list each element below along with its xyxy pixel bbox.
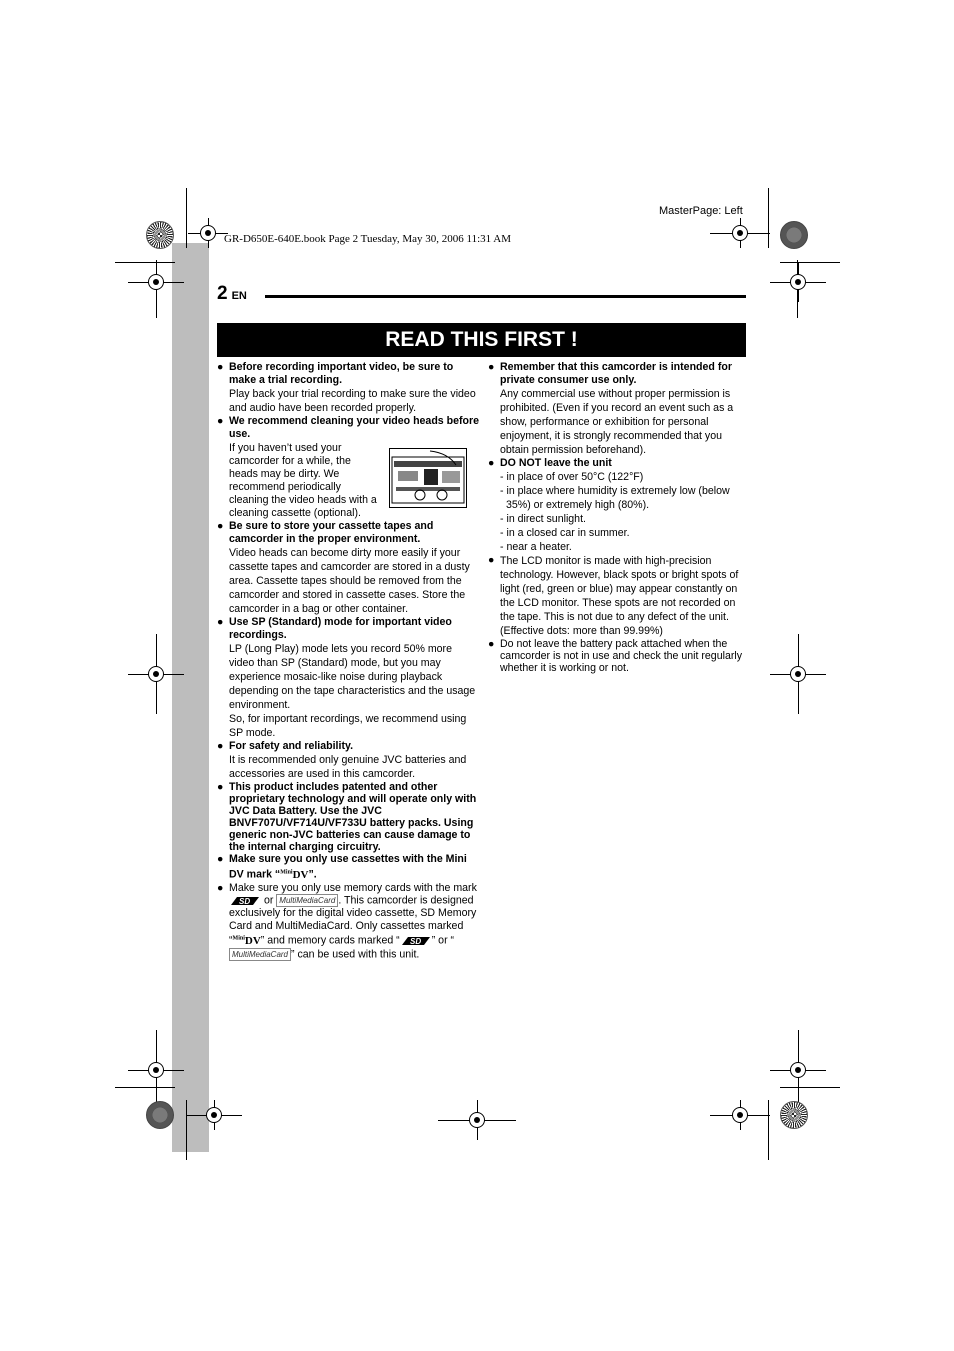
dash-line: - in place of over 50°C (122°F)	[500, 471, 644, 483]
bullet: ●	[217, 415, 224, 427]
list-item	[217, 781, 479, 853]
list-item	[217, 520, 479, 616]
item-title: DO NOT leave the unit	[500, 457, 612, 469]
item-title: Be sure to store your cassette tapes and camcorder in the proper environment.	[229, 520, 434, 545]
sd-logo-icon	[229, 895, 261, 907]
registration-mark	[188, 218, 228, 248]
header-rule	[265, 295, 746, 298]
item-body: LP (Long Play) mode lets you record 50% more video than SP (Standard) mode, but you may experience mosaic-like noise during playback depending on the tape characteristics and the usage environment.	[229, 643, 476, 711]
list-item	[217, 361, 479, 415]
item-title: Remember that this camcorder is intended for private consumer use only.	[500, 361, 732, 386]
item-body: It is recommended only genuine JVC batteries and accessories are used in this camcorder.	[229, 754, 467, 780]
color-target-mark	[146, 221, 174, 249]
bullet: ●	[217, 853, 224, 865]
svg-text:SD: SD	[409, 937, 421, 947]
item-title: This product includes patented and other proprietary technology and will operate only with JVC Data Battery. Use the JVC BNVF707U/VF714U/VF733U battery packs. Using generic non-JVC batteries can cause damage to the internal charging circuitry.	[229, 781, 477, 853]
item-body: The LCD monitor is made with high-precision technology. However, black spots or bright spots of light (red, green or blue) may appear constantly on the LCD monitor. These spots are not recorded on the tape. This is not due to any defect of the unit. (Effective dots: more than 99.99%)	[500, 555, 739, 637]
color-target-mark	[780, 1101, 808, 1129]
bullet: ●	[488, 554, 495, 566]
bullet: ●	[217, 781, 224, 793]
item-body: Video heads can become dirty more easily if your cassette tapes and camcorder are stored in a dusty area. Cassette tapes should be removed from the camcorder and stored in cassette cases. Store the camcorder in a bag or other container.	[229, 547, 470, 615]
minidv-logo-icon: $^{Mini}$DV	[232, 935, 261, 948]
bullet: ●	[217, 740, 224, 752]
bullet: ●	[217, 616, 224, 628]
color-target-mark	[780, 221, 808, 249]
language-code: EN	[231, 290, 247, 302]
registration-mark	[128, 262, 184, 302]
dash-line: - in direct sunlight.	[500, 513, 586, 525]
crop-line	[186, 188, 187, 248]
bullet: ●	[217, 881, 224, 894]
item-title: We recommend cleaning your video heads before use.	[229, 415, 480, 440]
master-page-label: MasterPage: Left	[659, 205, 743, 217]
multimediacard-logo-icon: MultiMediaCard	[276, 894, 338, 907]
item-body: Do not leave the battery pack attached when the camcorder is not in use and check the unit regularly whether it is working or not.	[500, 638, 743, 674]
list-item	[217, 616, 479, 740]
registration-mark	[710, 1100, 770, 1130]
item-title	[229, 853, 479, 882]
dash-line: - in place where humidity is extremely low (below 35%) or extremely high (80%).	[500, 485, 730, 511]
multimediacard-logo-icon: MultiMediaCard	[229, 948, 291, 961]
dash-line: - in a closed car in summer.	[500, 527, 630, 539]
page-number-value: 2	[217, 283, 228, 304]
list-item	[488, 638, 750, 674]
registration-mark	[438, 1100, 516, 1140]
list-item	[217, 415, 479, 520]
list-item	[217, 740, 479, 781]
section-banner: READ THIS FIRST !	[217, 323, 746, 357]
dash-line: - near a heater.	[500, 541, 572, 553]
item-title: Use SP (Standard) mode for important video recordings.	[229, 616, 452, 641]
title-text: ”.	[308, 868, 317, 881]
registration-mark	[770, 262, 826, 302]
list-item	[488, 361, 750, 457]
list-item	[488, 554, 750, 638]
title-text: Make sure you only use cassettes with the Mini DV mark “	[229, 853, 467, 881]
bullet: ●	[488, 457, 495, 469]
left-column	[217, 361, 479, 961]
list-item	[217, 882, 479, 961]
item-body: Play back your trial recording to make sure the video and audio have been recorded properly.	[229, 388, 476, 414]
item-body: Make sure you only use memory cards with the mark SD or MultiMediaCard . This camcorder is designed exclusively for the digital video cassette, SD Memory Card and MultiMediaCard. Only cassettes marked “$^{Mini}$DV” and memory cards marked “ SD ” or “MultiMediaCard ” can be used with this unit.	[229, 881, 477, 960]
page-number	[217, 283, 247, 305]
bullet: ●	[488, 638, 495, 650]
registration-mark	[770, 1030, 826, 1110]
item-title: Before recording important video, be sure to make a trial recording.	[229, 361, 454, 386]
svg-text:SD: SD	[239, 896, 251, 906]
right-column	[488, 361, 750, 674]
registration-mark	[186, 1100, 242, 1130]
bullet: ●	[217, 520, 224, 532]
list-item	[217, 853, 479, 882]
item-title: For safety and reliability.	[229, 740, 354, 752]
bullet: ●	[217, 361, 224, 373]
item-body: So, for important recordings, we recommend using SP mode.	[229, 713, 467, 739]
registration-mark	[128, 634, 184, 714]
file-info: GR-D650E-640E.book Page 2 Tuesday, May 30, 2006 11:31 AM	[224, 233, 512, 245]
sd-logo-icon	[400, 935, 432, 947]
item-body: If you haven’t used your camcorder for a while, the heads may be dirty. We recommend periodically cleaning the video heads with a cleaning cassette (optional).	[229, 442, 377, 519]
minidv-logo-icon: $^{Mini}$DV	[280, 868, 309, 881]
registration-mark	[128, 1030, 184, 1110]
item-body: Any commercial use without proper permission is prohibited. (Even if you record an event such as a show, performance or exhibition for personal enjoyment, it is strongly recommended that you obtain permission beforehand).	[500, 388, 734, 456]
bullet: ●	[488, 361, 495, 373]
list-item	[488, 457, 750, 554]
registration-mark	[770, 634, 826, 714]
registration-mark	[710, 218, 770, 248]
color-target-mark	[146, 1101, 174, 1129]
